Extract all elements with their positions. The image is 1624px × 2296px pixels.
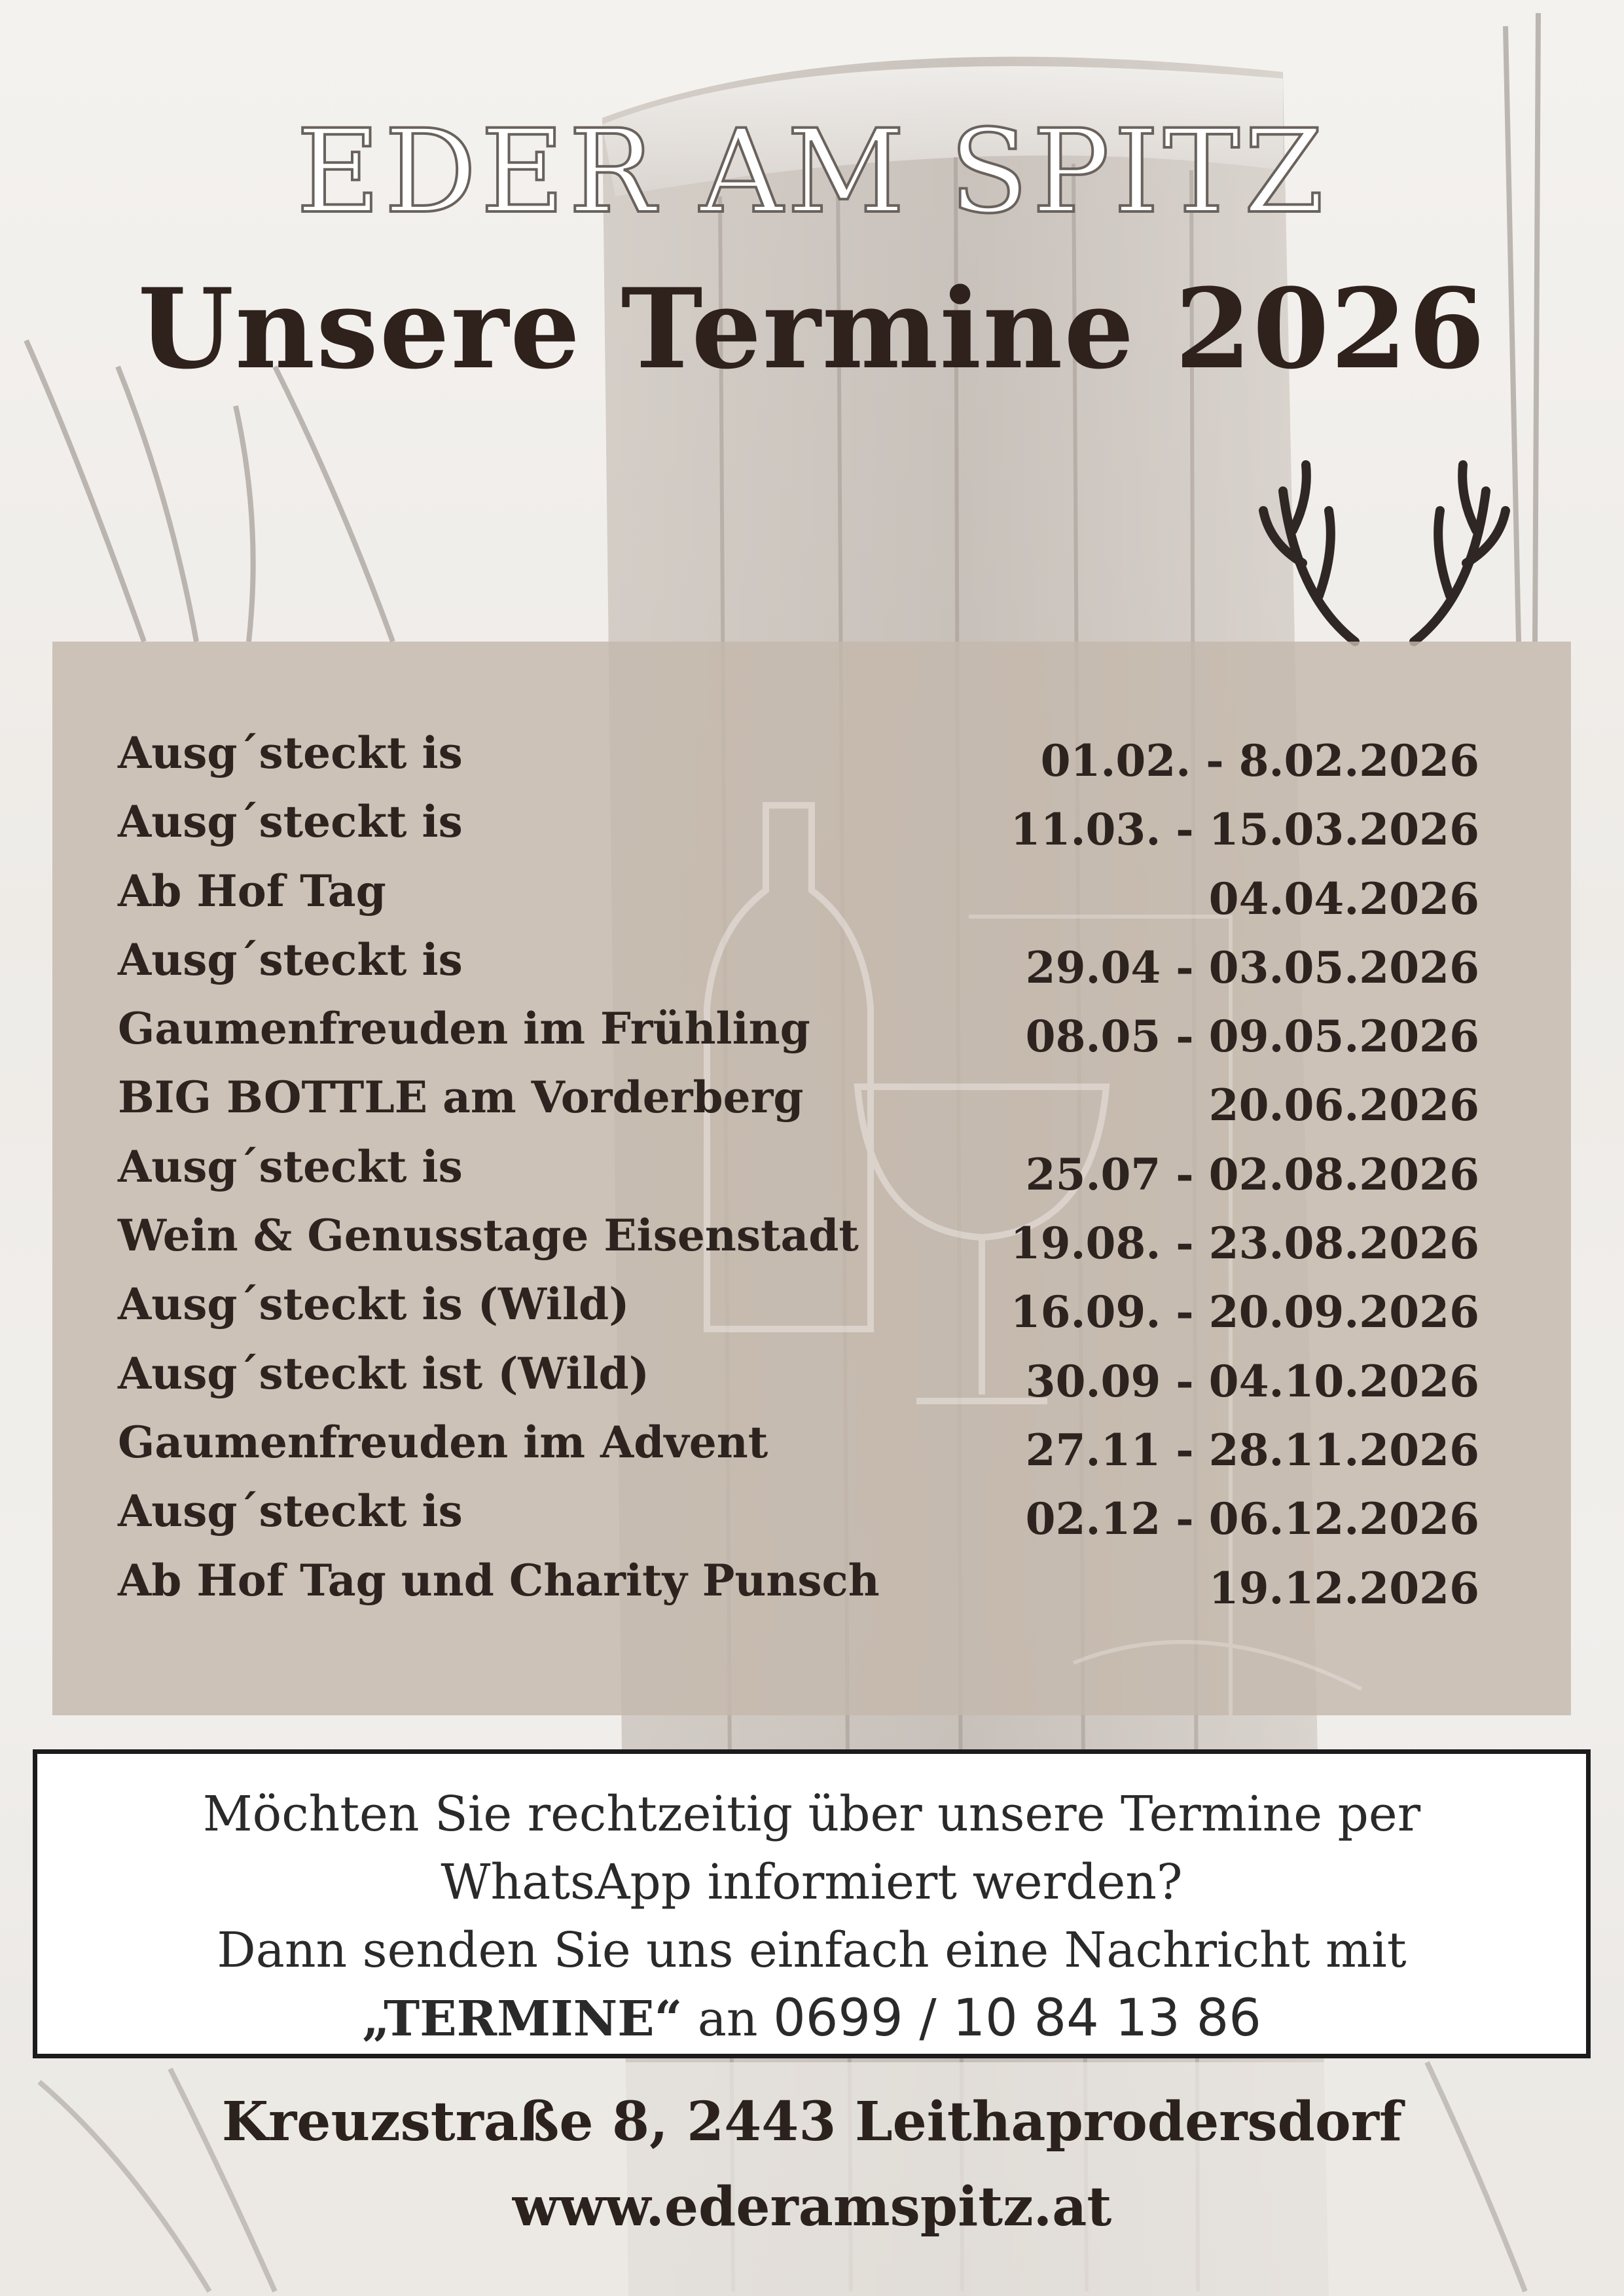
event-date: 08.05 - 09.05.2026 xyxy=(1025,1011,1479,1063)
event-name: Ausg´steckt is xyxy=(118,1485,463,1537)
event-name: Ausg´steckt is (Wild) xyxy=(118,1279,630,1330)
event-name: Ausg´steckt is xyxy=(118,934,463,985)
event-name: Ausg´steckt is xyxy=(118,727,463,778)
event-row xyxy=(65,1416,1479,1485)
event-date: 19.08. - 23.08.2026 xyxy=(1010,1218,1479,1269)
event-row xyxy=(65,934,1479,1002)
event-row xyxy=(65,1485,1479,1554)
event-row xyxy=(65,1140,1479,1209)
event-date: 27.11 - 28.11.2026 xyxy=(1025,1424,1479,1476)
phone-number[interactable]: 0699 / 10 84 13 86 xyxy=(773,1989,1261,2048)
info-line-3: Dann senden Sie uns einfach eine Nachricht mit xyxy=(217,1922,1407,1978)
event-name: Ab Hof Tag und Charity Punsch xyxy=(118,1554,880,1606)
event-date: 11.03. - 15.03.2026 xyxy=(1010,804,1479,856)
event-date: 20.06.2026 xyxy=(1208,1080,1479,1131)
event-date: 16.09. - 20.09.2026 xyxy=(1010,1286,1479,1338)
event-row xyxy=(65,1554,1479,1623)
event-date: 19.12.2026 xyxy=(1208,1562,1479,1614)
page-title: Unsere Termine 2026 xyxy=(137,264,1487,393)
event-name: Ausg´steckt is xyxy=(118,1140,463,1192)
event-date: 04.04.2026 xyxy=(1208,873,1479,924)
event-name: Ab Hof Tag xyxy=(118,865,386,917)
event-date: 25.07 - 02.08.2026 xyxy=(1025,1148,1479,1200)
event-name: Ausg´steckt is xyxy=(118,796,463,848)
event-name: Gaumenfreuden im Frühling xyxy=(118,1003,810,1055)
event-date: 01.02. - 8.02.2026 xyxy=(1040,735,1479,786)
antler-icon xyxy=(1257,452,1512,648)
keyword-termine: „TERMINE“ xyxy=(362,1991,683,2047)
brand-name: EDER AM SPITZ xyxy=(296,105,1328,239)
event-date: 30.09 - 04.10.2026 xyxy=(1025,1355,1479,1407)
event-row xyxy=(65,727,1479,795)
info-line-1: Möchten Sie rechtzeitig über unsere Termine per xyxy=(202,1786,1421,1842)
whatsapp-info-box xyxy=(33,1749,1591,2058)
event-name: Ausg´steckt ist (Wild) xyxy=(118,1347,649,1399)
event-name: Wein & Genusstage Eisenstadt xyxy=(118,1210,859,1262)
info-line-4 xyxy=(37,1984,1586,2053)
info-line-2: WhatsApp informiert werden? xyxy=(441,1854,1183,1910)
event-row xyxy=(65,795,1479,864)
event-row xyxy=(65,1071,1479,1140)
event-date: 29.04 - 03.05.2026 xyxy=(1025,941,1479,993)
website-link[interactable]: www.ederamspitz.at xyxy=(512,2176,1112,2238)
event-name: BIG BOTTLE am Vorderberg xyxy=(118,1072,804,1123)
event-row xyxy=(65,1347,1479,1416)
event-date: 02.12 - 06.12.2026 xyxy=(1025,1493,1479,1545)
event-row xyxy=(65,1278,1479,1347)
event-name: Gaumenfreuden im Advent xyxy=(118,1416,768,1468)
connector-text: an xyxy=(697,1991,758,2047)
event-row xyxy=(65,1002,1479,1071)
events-list xyxy=(65,727,1479,1623)
event-row xyxy=(65,1209,1479,1278)
event-row xyxy=(65,865,1479,934)
address: Kreuzstraße 8, 2443 Leithaprodersdorf xyxy=(221,2090,1403,2153)
